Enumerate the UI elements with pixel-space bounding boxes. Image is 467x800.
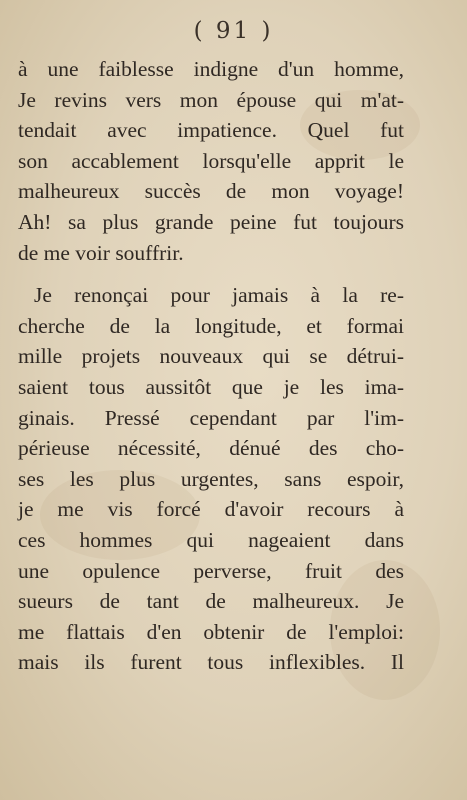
text-line: ses les plus urgentes, sans espoir, [18,466,404,491]
text-line: Je renonçai pour jamais à la re- [34,283,404,308]
text-line: mais ils furent tous inflexibles. Il [18,650,404,675]
text-line: de me voir souffrir. [18,240,184,265]
text-line: son accablement lorsqu'elle apprit le [18,148,404,173]
text-line: une opulence perverse, fruit des [18,558,404,583]
paragraph-gap [18,268,404,280]
text-line: périeuse nécessité, dénué des cho- [18,436,404,461]
text-line: malheureux succès de mon voyage! [18,179,404,204]
paragraph-2 [18,280,404,678]
text-line: Ah! sa plus grande peine fut toujours [18,209,404,234]
text-line: tendait avec impatience. Quel fut [18,118,404,143]
text-line: je me vis forcé d'avoir recours à [18,497,404,522]
text-line: mille projets nouveaux qui se détrui- [18,344,404,369]
text-line: ginais. Pressé cependant par l'im- [18,405,404,430]
page-body-text [18,54,404,678]
text-line: ces hommes qui nageaient dans [18,527,404,552]
text-line: Je revins vers mon épouse qui m'at- [18,87,404,112]
text-line: cherche de la longitude, et formai [18,313,404,338]
text-line: à une faiblesse indigne d'un homme, [18,57,404,81]
text-line: sueurs de tant de malheureux. Je [18,589,404,614]
text-line: saient tous aussitôt que je les ima- [18,374,404,399]
text-line: me flattais d'en obtenir de l'emploi: [18,619,404,644]
page-number: ( 91 ) [193,18,274,44]
paragraph-1 [18,54,404,268]
